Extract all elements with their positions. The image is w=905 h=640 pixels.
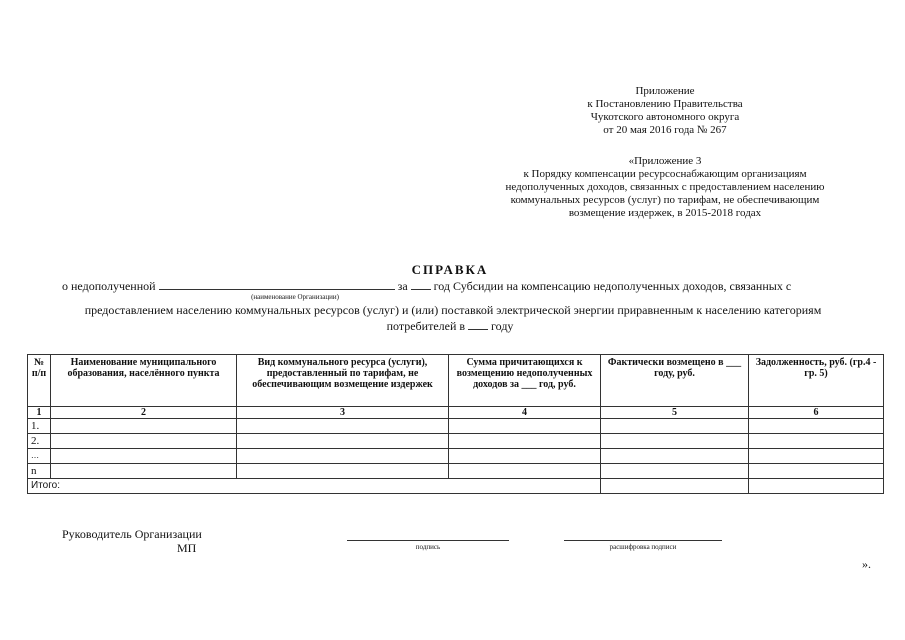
closing-mark: ». (862, 557, 871, 571)
mp-label: МП (177, 541, 197, 555)
compensation-table (27, 354, 884, 494)
table-cell (449, 449, 601, 464)
col-number-4: 4 (449, 407, 601, 419)
table-cell (237, 419, 449, 434)
period-year-blank (468, 318, 488, 330)
header-debt: Задолженность, руб. (гр.4 - гр. 5) (749, 355, 884, 407)
intro-line-2: предоставлением населению коммунальных ресурсов (услуг) и (или) поставкой электрической энергии приравненным к населению категориям (84, 303, 822, 317)
table-cell (601, 464, 749, 479)
appendix-line-3: Чукотского автономного округа (590, 111, 740, 123)
table-total-row (28, 479, 884, 494)
intro-prefix: о недополученной (62, 279, 156, 293)
table-cell (601, 434, 749, 449)
table-cell (749, 419, 884, 434)
intro-line-3-suffix: году (491, 319, 514, 333)
appendix-line-4: от 20 мая 2016 года № 267 (603, 124, 727, 136)
appendix-line-2: к Постановлению Правительства (587, 98, 743, 110)
table-cell (237, 464, 449, 479)
head-label: Руководитель Организации (62, 527, 202, 541)
row-label: n (28, 464, 51, 479)
header-municipality: Наименование муниципального образования, населённого пункта (51, 355, 237, 407)
header-actually-compensated: Фактически возмещено в ___ году, руб. (601, 355, 749, 407)
signature-caption: подпись (415, 543, 441, 551)
table-cell (237, 449, 449, 464)
table-cell (449, 434, 601, 449)
document-title: СПРАВКА (411, 262, 489, 277)
col-number-2: 2 (51, 407, 237, 419)
intro-line-1 (62, 278, 862, 294)
table-cell (601, 419, 749, 434)
appendix3-line-4: коммунальных ресурсов (услуг) по тарифам, не обеспечивающим (510, 194, 820, 206)
intro-year-text: год Субсидии на компенсацию недополученных доходов, связанных с (433, 279, 792, 293)
appendix3-line-5: возмещение издержек, в 2015-2018 годах (568, 207, 762, 219)
table-cell (237, 434, 449, 449)
table-cell (51, 464, 237, 479)
table-cell (749, 479, 884, 494)
appendix3-header (455, 155, 875, 220)
org-name-blank (159, 278, 395, 290)
header-resource-type: Вид коммунального ресурса (услуги), предоставленный по тарифам, не обеспечивающим возмещение издержек (237, 355, 449, 407)
appendix3-line-3: недополученных доходов, связанных с предоставлением населению (505, 181, 825, 193)
appendix-header (555, 85, 775, 137)
intro-line-3 (300, 318, 600, 334)
header-amount-due: Сумма причитающихся к возмещению недополученных доходов за ___ год, руб. (449, 355, 601, 407)
table-row (28, 449, 884, 464)
table-cell (601, 479, 749, 494)
table-cell (601, 449, 749, 464)
appendix3-line-2: к Порядку компенсации ресурсоснабжающим организациям (523, 168, 807, 180)
col-number-3: 3 (237, 407, 449, 419)
table-cell (749, 449, 884, 464)
table-cell (51, 449, 237, 464)
year-blank (411, 278, 431, 290)
table-row (28, 419, 884, 434)
table-cell (449, 419, 601, 434)
header-number: № п/п (28, 355, 51, 407)
table-column-numbers-row (28, 407, 884, 419)
total-label: Итого: (28, 479, 601, 494)
table-row (28, 434, 884, 449)
col-number-5: 5 (601, 407, 749, 419)
row-label: 1. (28, 419, 51, 434)
intro-line-3-prefix: потребителей в (386, 319, 466, 333)
table-cell (449, 464, 601, 479)
row-label: 2. (28, 434, 51, 449)
signature-line (347, 540, 509, 541)
row-label: … (28, 449, 51, 464)
table-header-row (28, 355, 884, 407)
table-cell (51, 419, 237, 434)
table-cell (51, 434, 237, 449)
appendix3-line-1: «Приложение 3 (628, 155, 702, 167)
appendix-line-1: Приложение (635, 85, 695, 97)
col-number-6: 6 (749, 407, 884, 419)
table-cell (749, 464, 884, 479)
col-number-1: 1 (28, 407, 51, 419)
table-cell (749, 434, 884, 449)
org-caption: (наименование Организации) (251, 293, 339, 301)
decode-signature-line (564, 540, 722, 541)
decode-signature-caption: расшифровка подписи (609, 543, 677, 551)
table-row (28, 464, 884, 479)
intro-za: за (397, 279, 408, 293)
